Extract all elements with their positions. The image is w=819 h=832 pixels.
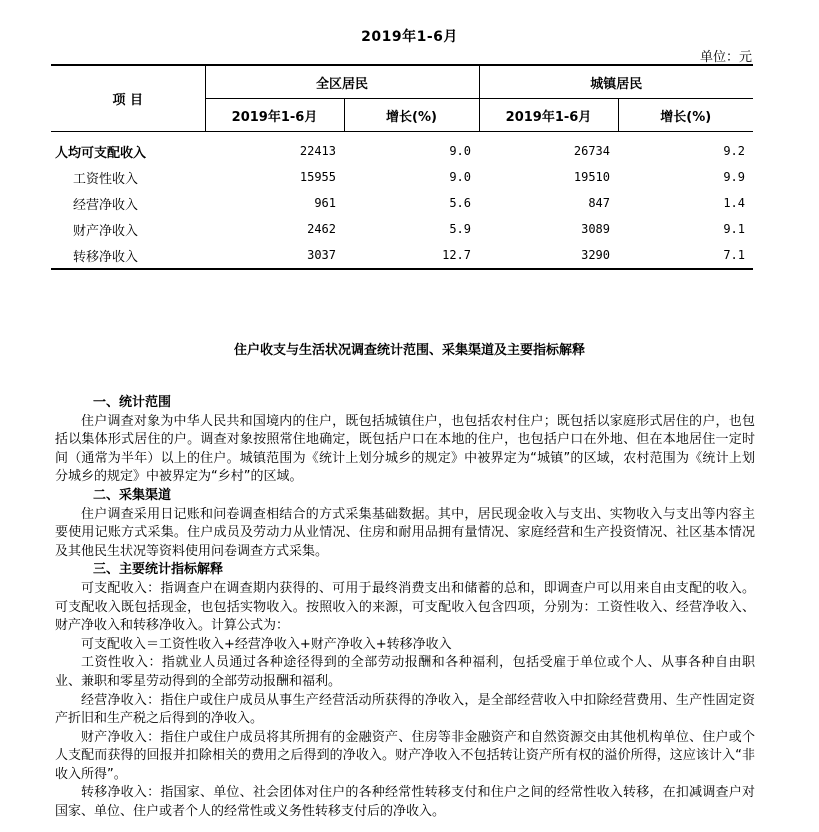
paragraph: 财产净收入：指住户或住户成员将其所拥有的金融资产、住房等非金融资产和自然资源交由其他机构单位、住户或个人支配而获得的回报并扣除相关的费用之后得到的净收入。财产净收入不包括转让资产所有权的溢价所得，这应该计入“非收入所得”。 bbox=[55, 729, 755, 782]
cell-growth: 5.9 bbox=[449, 222, 471, 236]
table-row bbox=[51, 132, 753, 165]
section-heading: 二、采集渠道 bbox=[93, 487, 172, 503]
cell-value: 19510 bbox=[573, 170, 610, 184]
cell-value: 3037 bbox=[205, 242, 344, 269]
paragraph: 可支配收入：指调查户在调查期内获得的、可用于最终消费支出和储蓄的总和，即调查户可以用来自由支配的收入。可支配收入既包括现金，也包括实物收入。按照收入的来源，可支配收入包含四项，分别为：工资性收入、经营净收入、财产净收入和转移净收入。计算公式为： bbox=[55, 580, 755, 634]
header-growth: 增长(%) bbox=[618, 99, 753, 132]
cell-growth: 7.1 bbox=[618, 242, 753, 269]
cell-value: 3290 bbox=[479, 242, 618, 269]
row-label: 人均可支配收入 bbox=[55, 145, 147, 161]
header-period: 2019年1-6月 bbox=[479, 99, 618, 132]
paragraph: 住户调查采用日记账和问卷调查相结合的方式采集基础数据。其中，居民现金收入与支出、实物收入与支出等内容主要使用记账方式采集。住户成员及劳动力从业情况、住房和耐用品拥有量情况、家庭经营和生产投资情况、社区基本情况及其他民生状况等资料使用问卷调查方式采集。 bbox=[55, 506, 755, 559]
table-row bbox=[51, 164, 753, 190]
cell-value: 26734 bbox=[573, 144, 610, 158]
header-period: 2019年1-6月 bbox=[205, 99, 344, 132]
table-row bbox=[51, 242, 753, 269]
table-row bbox=[51, 216, 753, 242]
cell-value: 847 bbox=[588, 196, 610, 210]
cell-value: 3089 bbox=[581, 222, 610, 236]
header-all-residents: 全区居民 bbox=[205, 65, 479, 99]
cell-growth: 1.4 bbox=[723, 196, 745, 210]
notes-body bbox=[55, 394, 755, 822]
section-heading: 三、主要统计指标解释 bbox=[93, 562, 224, 578]
table-period-title: 2019年1-6月 bbox=[361, 29, 458, 45]
cell-value: 2462 bbox=[307, 222, 336, 236]
formula: 可支配收入＝工资性收入+经营净收入+财产净收入+转移净收入 bbox=[81, 636, 452, 652]
paragraph: 转移净收入：指国家、单位、社会团体对住户的各种经常性转移支付和住户之间的经常性收入转移，在扣减调查户对国家、单位、住户或者个人的经常性或义务性转移支付后的净收入。 bbox=[55, 785, 755, 820]
paragraph: 经营净收入：指住户或住户成员从事生产经营活动所获得的净收入，是全部经营收入中扣除经营费用、生产性固定资产折旧和生产税之后得到的净收入。 bbox=[55, 692, 755, 727]
notes-title: 住户收支与生活状况调查统计范围、采集渠道及主要指标解释 bbox=[233, 343, 585, 358]
header-growth: 增长(%) bbox=[344, 99, 479, 132]
income-table bbox=[51, 64, 753, 270]
table-row bbox=[51, 190, 753, 216]
row-label: 经营净收入 bbox=[73, 197, 139, 213]
cell-growth: 12.7 bbox=[344, 242, 479, 269]
paragraph: 工资性收入：指就业人员通过各种途径得到的全部劳动报酬和各种福利，包括受雇于单位或个人、从事各种自由职业、兼职和零星劳动得到的全部劳动报酬和福利。 bbox=[55, 655, 755, 689]
cell-value: 961 bbox=[314, 196, 336, 210]
cell-value: 15955 bbox=[299, 170, 336, 184]
cell-growth: 9.9 bbox=[723, 170, 745, 184]
row-label: 工资性收入 bbox=[73, 171, 139, 187]
header-urban-residents: 城镇居民 bbox=[479, 65, 753, 99]
cell-growth: 9.2 bbox=[723, 144, 745, 158]
cell-value: 22413 bbox=[299, 144, 336, 158]
row-label: 财产净收入 bbox=[73, 223, 139, 239]
section-heading: 一、统计范围 bbox=[93, 395, 172, 410]
cell-growth: 9.0 bbox=[449, 170, 471, 184]
cell-growth: 5.6 bbox=[449, 196, 471, 210]
paragraph: 住户调查对象为中华人民共和国境内的住户，既包括城镇住户，也包括农村住户；既包括以家庭形式居住的户，也包括以集体形式居住的户。调查对象按照常住地确定，既包括户口在本地的住户，也包括户口在外地、但在本地居住一定时间（通常为半年）以上的住户。城镇范围为《统计上划分城乡的规定》中被界定为“城镇”的区域，农村范围为《统计上划分城乡的规定》中被界定为“乡村”的区域。 bbox=[55, 413, 755, 485]
header-item: 项 目 bbox=[51, 65, 205, 132]
cell-growth: 9.1 bbox=[723, 222, 745, 236]
cell-growth: 9.0 bbox=[449, 144, 471, 158]
row-label: 转移净收入 bbox=[51, 242, 205, 269]
unit-label: 单位：元 bbox=[699, 50, 752, 65]
